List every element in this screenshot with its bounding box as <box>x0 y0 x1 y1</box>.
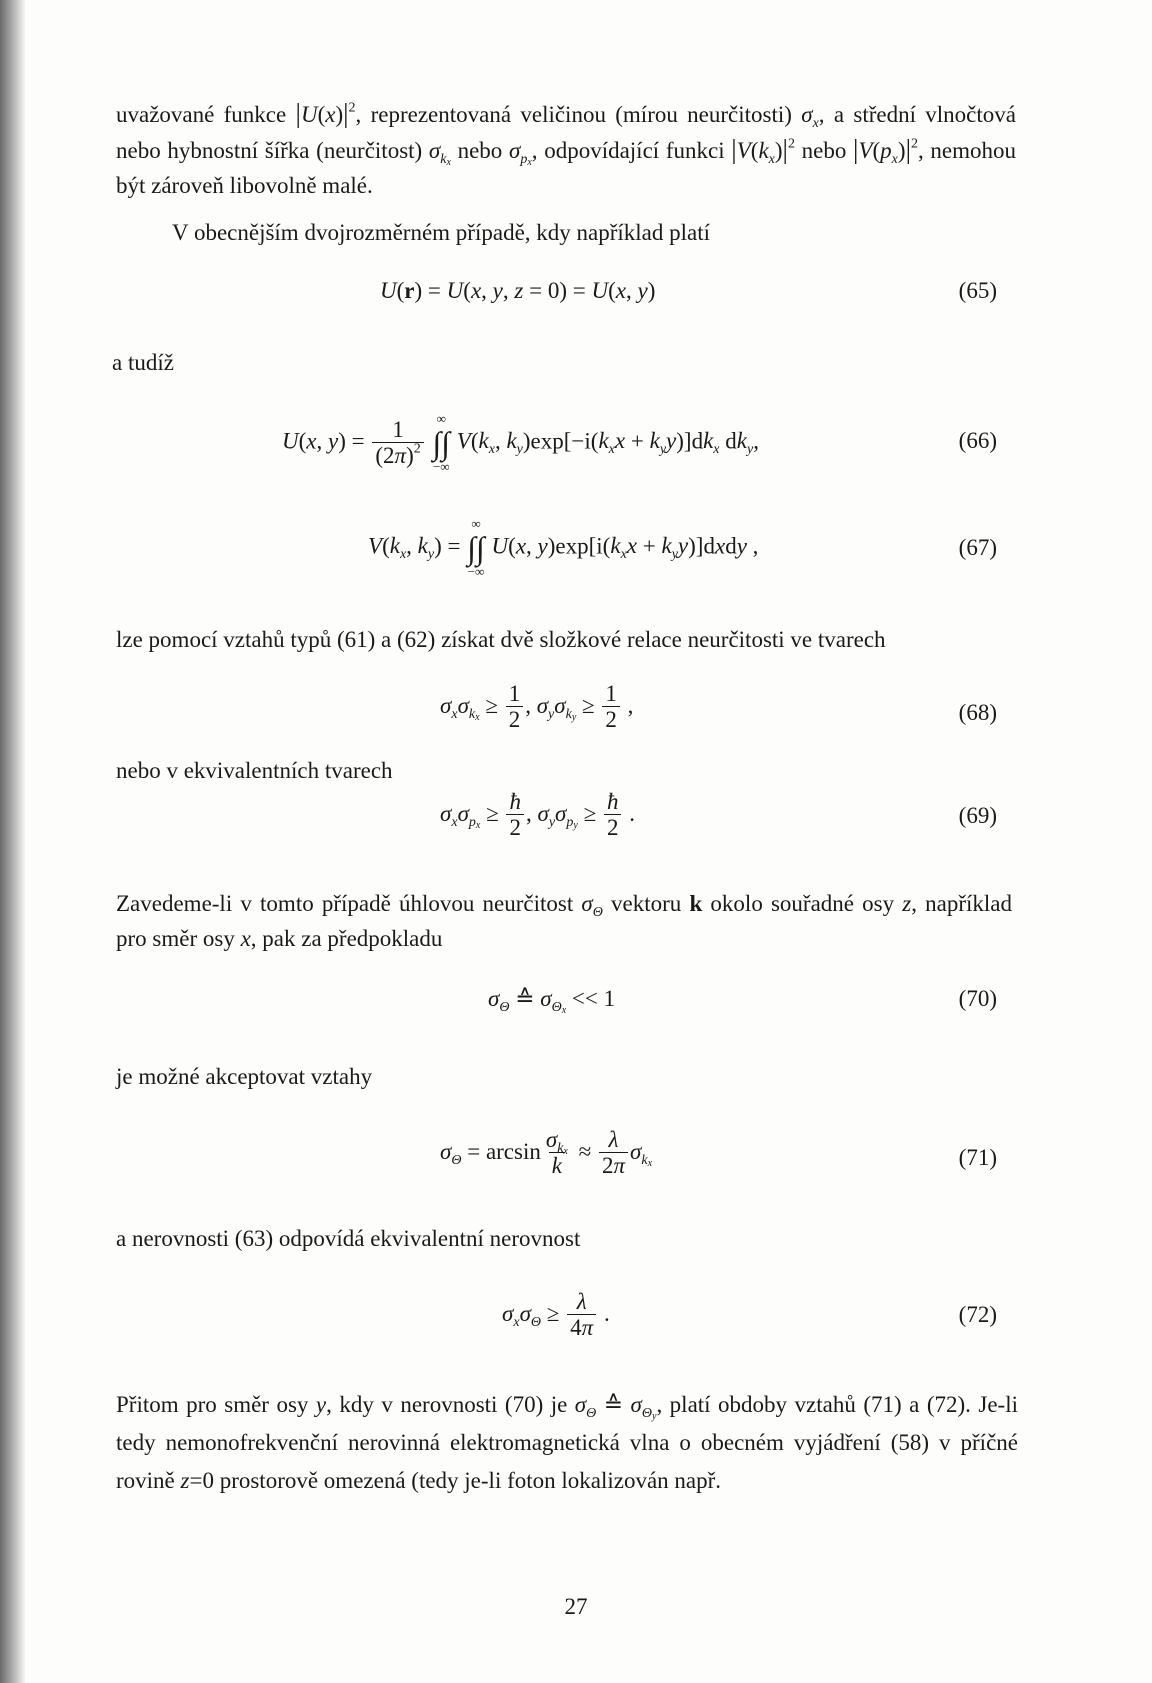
equation-70: $\sigma_\Theta$ ≙ $\sigma_{\Theta x} << 1$ <box>488 986 616 1016</box>
equation-number-66: (66) <box>958 428 997 453</box>
inline-formula-sigma-kx: $\sigma_{kx}$ <box>428 138 451 168</box>
equation-number-65: (65) <box>958 278 997 303</box>
paragraph-2d-case: V obecnějším dvojrozměrném případě, kdy například platí <box>172 220 711 245</box>
inline-formula-sigma-x: $\sigma_x$ <box>801 102 819 131</box>
inline-formula-abs-V-kx-squared: $|V(k_x)|^2$ <box>731 134 795 167</box>
double-integral-symbol: ∞ ∫∫ −∞ <box>432 411 451 474</box>
text-a-tudiz: a tudíž <box>112 350 174 375</box>
equation-65: U(r) = U(x, y, z = 0) = U(x, y) <box>380 278 656 303</box>
paragraph-angular-uncertainty: Zavedeme-li v tomto případě úhlovou neurčitost $\sigma_\Theta$ vektoru k okolo souřadné osy z, například pro směr osy x, pak za předpokladu <box>116 891 1013 951</box>
text-acceptable-relations: je možné akceptovat vztahy <box>116 1064 373 1089</box>
equation-72: $\sigma_x\sigma_\Theta$ ≥ $\frac{\lambda}{4\pi}$ . <box>502 1289 610 1340</box>
inline-formula-sigma-px: $\sigma_{px}$ <box>508 138 532 168</box>
text-equivalent-inequality: a nerovnosti (63) odpovídá ekvivalentní nerovnost <box>116 1226 581 1251</box>
equation-66: U(x, y) = $\frac{1}{(2\pi)^2}$ ∞ ∫∫ −∞ $V(k_x$, $k_y)\exp[-i(k_xx + k_yy)]dk_x$ $dk_y$, <box>282 411 759 474</box>
paragraph-uncertainty-intro: uvažované funkce $|U(x)|^2$, reprezentovaná veličinou (mírou neurčitosti) $\sigma_x$, a střední vlnočtová nebo hybnostní šířka (neurčitost) $\sigma_{kx}$ nebo $\sigma_{px}$, odpovídající funkci $|V(k_x)|^2$ nebo $|V(p_x)|^2$, nemohou být zároveň libovolně malé. <box>116 98 1016 198</box>
fraction-1-over-2pi-squared: $\frac{1}{(2\pi)^2}$ <box>372 418 423 469</box>
equation-number-67: (67) <box>958 535 997 560</box>
inline-formula-abs-U-x-squared: $|U(x)|^2$ <box>295 98 356 128</box>
equation-number-69: (69) <box>958 803 997 828</box>
page-number: 27 <box>564 1594 588 1619</box>
equation-number-68: (68) <box>958 700 997 725</box>
equation-67: $V(k_x$, $k_y$) = ∞ ∫∫ −∞ U(x, $y)\exp[i(k_xx$ + $k_yy)]dxdy$ , <box>368 516 759 579</box>
equation-number-70: (70) <box>958 986 997 1011</box>
equation-69: $\sigma_x\sigma_{px}$ ≥ $\frac{ħ}{2}$ , $\sigma_y\sigma_{py}$ ≥ $\frac{ħ}{2}$ . <box>440 789 635 840</box>
equation-number-71: (71) <box>958 1145 997 1170</box>
equation-71: $\sigma_\Theta = \arcsin$ $\frac{\sigma_{kx}}{k}$ ≈ $\frac{\lambda}{2\pi}$ $\sigma_{kx}$ <box>440 1127 653 1178</box>
inline-formula-abs-V-px-squared: $|V(p_x)|^2$ <box>853 134 918 167</box>
paragraph-uncertainty-relations: lze pomocí vztahů typů (61) a (62) získat dvě složkové relace neurčitosti ve tvarech <box>116 627 886 652</box>
paragraph-y-direction: Přitom pro směr osy y, kdy v nerovnosti (70) je $\sigma_\Theta$ ≙ $\sigma_{\Theta y}$, platí obdoby vztahů (71) a (72). Je-li tedy nemonofrekvenční nerovinná elektromagnetická vlna o obecném vyjádření (58) v příčné rovině z=0 prostorově omezená (tedy je-li foton lokalizován např. <box>116 1392 1018 1493</box>
text-equivalent-forms: nebo v ekvivalentních tvarech <box>116 758 393 783</box>
equation-68: $\sigma_x\sigma_{kx}$ ≥ $\frac{1}{2}$ , $\sigma_y\sigma_{ky}$ ≥ $\frac{1}{2}$ , <box>440 681 634 732</box>
double-integral-symbol: ∞ ∫∫ −∞ <box>467 516 485 579</box>
equation-number-72: (72) <box>958 1302 997 1327</box>
